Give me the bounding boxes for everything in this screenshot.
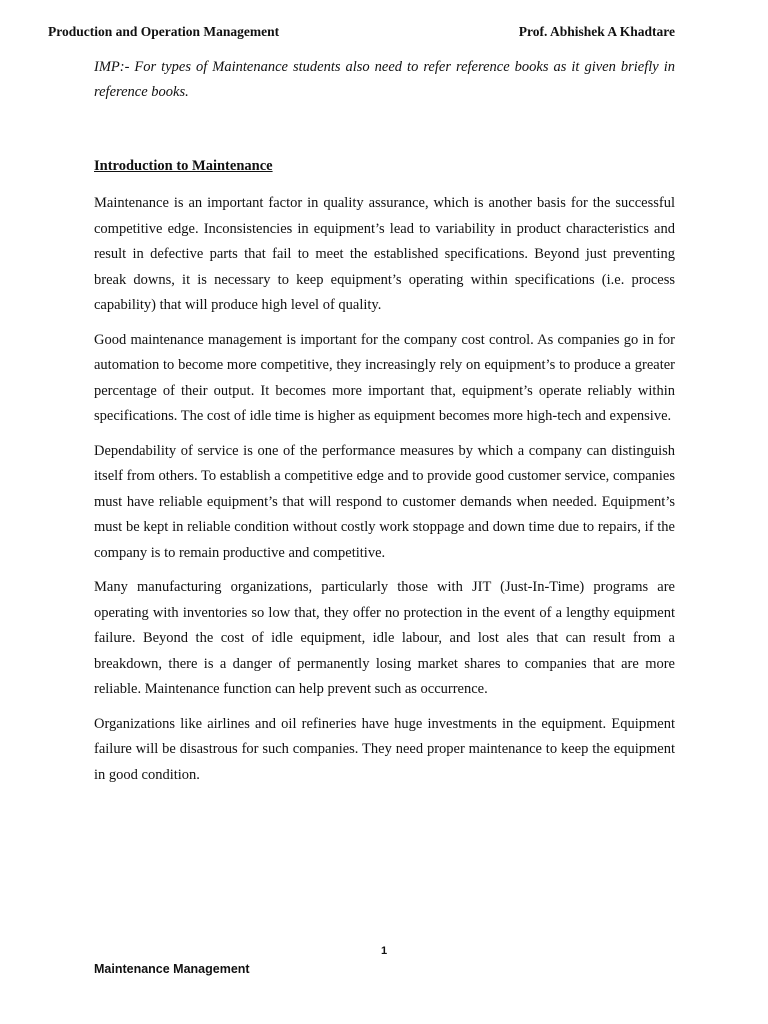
section-heading: Introduction to Maintenance: [94, 158, 273, 174]
header-author: Prof. Abhishek A Khadtare: [518, 24, 675, 39]
paragraph-quality-assurance: Maintenance is an important factor in quality assurance, which is another basis for the successful competitive edge. Inconsistencies in equipment’s lead to variability in product characteristics and result in defective parts that fail to meet the established specifications. Beyond just preventing break downs, it is necessary to keep equipment’s operating within specifications (i.e. process capability) that will produce high level of quality.: [94, 195, 675, 313]
page-number: 1: [380, 945, 388, 957]
body-text: [94, 191, 675, 797]
page-footer: Maintenance Management: [94, 962, 250, 976]
paragraph-cost-control: Good maintenance management is important for the company cost control. As companies go in for automation to become more competitive, they increasingly rely on equipment’s to produce a greater percentage of their output. It becomes more important that, equipment’s operate reliably within specifications. The cost of idle time is higher as equipment becomes more high-tech and expensive.: [94, 331, 675, 424]
paragraph-airlines-refineries: Organizations like airlines and oil refineries have huge investments in the equipment. Equipment failure will be disastrous for such companies. They need proper maintenance to keep the equipment in good condition.: [94, 715, 675, 783]
paragraph-dependability: Dependability of service is one of the performance measures by which a company can distinguish itself from others. To establish a competitive edge and to provide good customer service, companies must have reliable equipment’s that will respond to customer demands when needed. Equipment’s must be kept in reliable condition without costly work stoppage and down time due to repairs, if the company is to remain productive and competitive.: [94, 442, 675, 561]
header-course-title: Production and Operation Management: [48, 24, 280, 39]
paragraph-jit-manufacturing: Many manufacturing organizations, particularly those with JIT (Just-In-Time) programs are operating with inventories so low that, they offer no protection in the event of a lengthy equipment failure. Beyond the cost of idle equipment, idle labour, and lost ales that can result from a breakdown, there is a danger of permanently losing market shares to companies that are more reliable. Maintenance function can help prevent such as occurrence.: [94, 579, 675, 697]
page-header: [48, 24, 675, 44]
imp-note: IMP:- For types of Maintenance students also need to refer reference books as it given briefly in reference books.: [94, 59, 675, 100]
